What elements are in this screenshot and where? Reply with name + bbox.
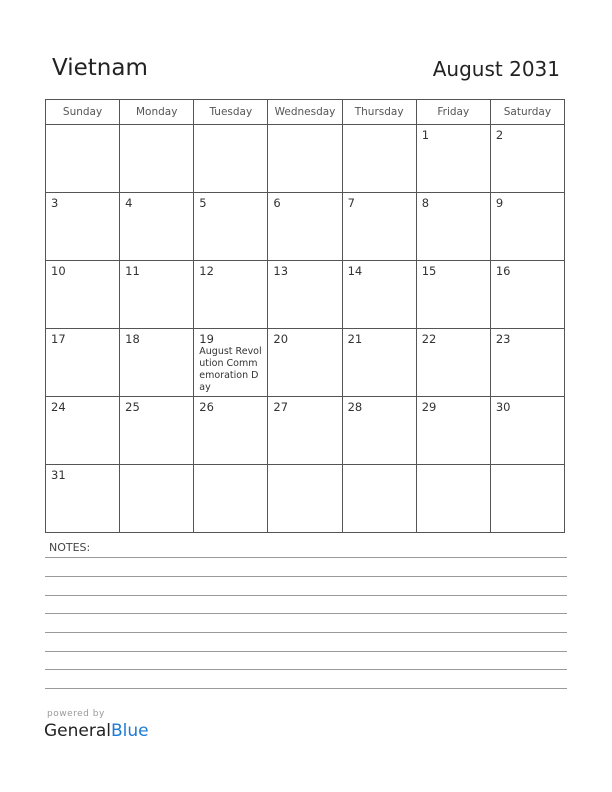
day-cell	[342, 329, 416, 397]
weekday-tuesday: Tuesday	[194, 100, 268, 125]
day-number: 12	[199, 264, 214, 278]
day-cell	[46, 193, 120, 261]
day-number: 6	[273, 196, 281, 210]
generalblue-logo	[44, 721, 149, 741]
note-line	[45, 557, 567, 558]
day-number: 7	[347, 196, 355, 210]
day-cell	[268, 261, 342, 329]
day-cell	[120, 125, 194, 193]
day-number: 13	[273, 264, 289, 278]
day-number: 4	[125, 196, 133, 210]
weekday-friday: Friday	[416, 100, 490, 125]
note-line	[45, 632, 567, 633]
day-cell	[416, 465, 490, 533]
day-number: 21	[347, 332, 363, 346]
day-number: 15	[421, 264, 437, 278]
day-cell	[194, 329, 268, 397]
day-number: 11	[125, 264, 140, 278]
brand-part2: Blue	[111, 721, 149, 741]
day-cell	[490, 193, 564, 261]
day-cell	[342, 193, 416, 261]
week-row	[46, 465, 565, 533]
day-number: 28	[347, 400, 363, 414]
week-row	[46, 193, 565, 261]
day-number: 19	[199, 332, 214, 346]
week-row	[46, 329, 565, 397]
day-cell	[194, 465, 268, 533]
note-line	[45, 688, 567, 689]
day-cell	[342, 125, 416, 193]
week-row	[46, 397, 565, 465]
week-row	[46, 125, 565, 193]
note-line	[45, 613, 567, 614]
note-line	[45, 651, 567, 652]
day-cell	[490, 329, 564, 397]
holiday-label: August Revolution Commemoration Day	[199, 346, 262, 393]
country-title: Vietnam	[52, 55, 148, 81]
week-row	[46, 261, 565, 329]
weekday-thursday: Thursday	[342, 100, 416, 125]
day-cell	[416, 125, 490, 193]
note-line	[45, 576, 567, 577]
day-cell	[490, 261, 564, 329]
day-number: 20	[273, 332, 289, 346]
day-number: 24	[51, 400, 66, 414]
powered-by-text: powered by	[47, 709, 105, 719]
day-cell	[194, 125, 268, 193]
day-cell	[490, 397, 564, 465]
day-cell	[120, 465, 194, 533]
day-cell	[194, 261, 268, 329]
note-line	[45, 595, 567, 596]
day-number: 16	[495, 264, 511, 278]
day-cell	[194, 193, 268, 261]
day-cell	[46, 465, 120, 533]
day-number: 29	[421, 400, 437, 414]
day-cell	[268, 465, 342, 533]
brand-part1: General	[44, 721, 111, 741]
day-number: 25	[125, 400, 140, 414]
day-number: 3	[51, 196, 59, 210]
day-number: 22	[421, 332, 437, 346]
day-cell	[416, 193, 490, 261]
day-number: 5	[199, 196, 207, 210]
day-number: 27	[273, 400, 289, 414]
day-number: 1	[421, 128, 430, 142]
day-number: 9	[495, 196, 504, 210]
day-cell	[416, 397, 490, 465]
day-cell	[342, 397, 416, 465]
notes-label: NOTES:	[49, 541, 91, 554]
day-number: 14	[347, 264, 363, 278]
day-cell	[46, 261, 120, 329]
day-number: 8	[421, 196, 430, 210]
day-number: 23	[495, 332, 511, 346]
day-cell	[416, 329, 490, 397]
day-cell	[120, 329, 194, 397]
day-cell	[194, 397, 268, 465]
day-number: 10	[51, 264, 66, 278]
day-cell	[120, 193, 194, 261]
weekday-saturday: Saturday	[490, 100, 564, 125]
day-cell	[46, 397, 120, 465]
weekday-wednesday: Wednesday	[268, 100, 342, 125]
day-cell	[490, 465, 564, 533]
day-number: 2	[495, 128, 504, 142]
day-cell	[46, 125, 120, 193]
day-cell	[46, 329, 120, 397]
note-line	[45, 669, 567, 670]
day-number: 31	[51, 468, 66, 482]
day-cell	[268, 329, 342, 397]
weekday-sunday: Sunday	[46, 100, 120, 125]
day-number: 17	[51, 332, 66, 346]
day-cell	[268, 397, 342, 465]
day-number: 30	[495, 400, 511, 414]
day-cell	[416, 261, 490, 329]
day-number: 26	[199, 400, 214, 414]
day-cell	[120, 261, 194, 329]
weekday-header-row	[46, 100, 565, 125]
day-cell	[342, 261, 416, 329]
day-number: 18	[125, 332, 140, 346]
day-cell	[268, 125, 342, 193]
day-cell	[120, 397, 194, 465]
month-title: August 2031	[432, 57, 560, 81]
day-cell	[342, 465, 416, 533]
weekday-monday: Monday	[120, 100, 194, 125]
day-cell	[490, 125, 564, 193]
day-cell	[268, 193, 342, 261]
calendar-grid	[45, 99, 565, 533]
